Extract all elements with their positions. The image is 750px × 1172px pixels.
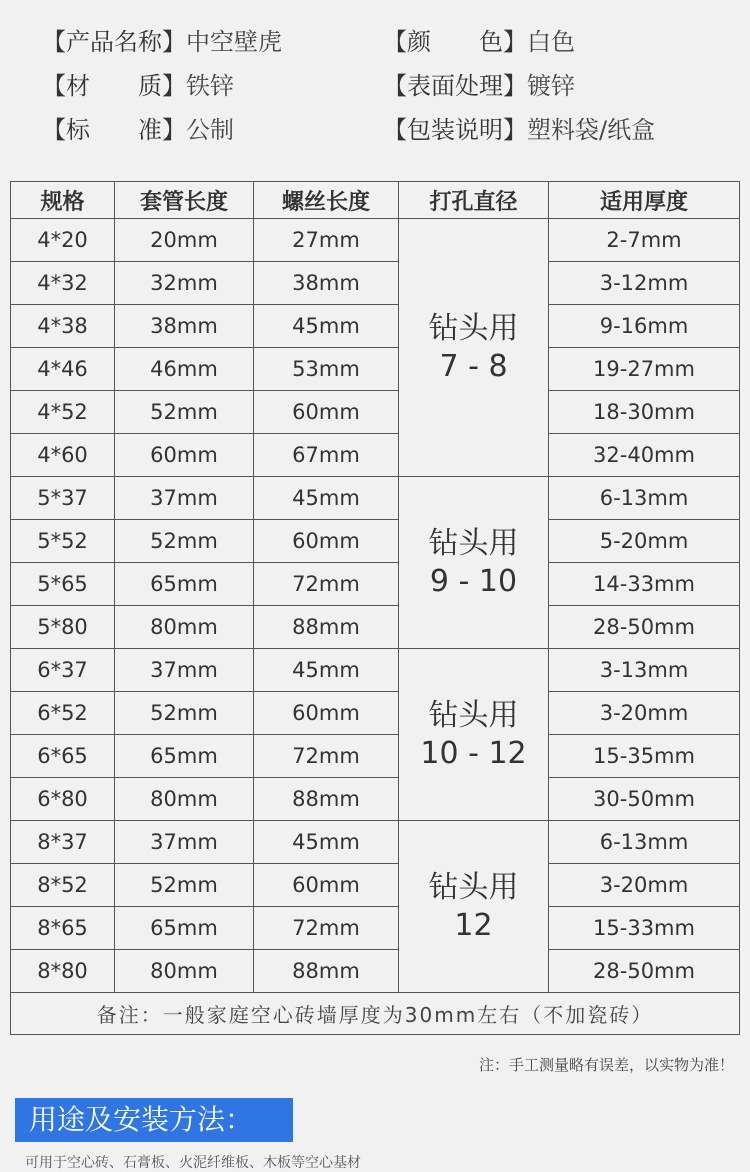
screw-length-cell: 72mm	[254, 907, 399, 950]
spec-cell: 5*37	[11, 477, 115, 520]
sleeve-length-cell: 37mm	[115, 649, 254, 692]
table-row	[11, 735, 740, 778]
info-key: 【包装说明】	[383, 116, 527, 144]
table-row	[11, 563, 740, 606]
spec-cell: 4*52	[11, 391, 115, 434]
spec-cell: 8*80	[11, 950, 115, 993]
thickness-cell: 3-20mm	[549, 864, 740, 907]
info-item	[42, 22, 282, 62]
thickness-cell: 15-33mm	[549, 907, 740, 950]
table-row	[11, 821, 740, 864]
thickness-cell: 19-27mm	[549, 348, 740, 391]
spec-cell: 4*38	[11, 305, 115, 348]
drill-line: 钻头用	[428, 869, 519, 905]
spec-cell: 8*37	[11, 821, 115, 864]
thickness-cell: 5-20mm	[549, 520, 740, 563]
sleeve-length-cell: 20mm	[115, 219, 254, 262]
table-row	[11, 520, 740, 563]
screw-length-cell: 60mm	[254, 520, 399, 563]
screw-length-cell: 88mm	[254, 606, 399, 649]
drill-diameter-cell	[399, 649, 549, 821]
sleeve-length-cell: 65mm	[115, 563, 254, 606]
product-info	[0, 0, 750, 165]
sleeve-length-cell: 52mm	[115, 692, 254, 735]
screw-length-cell: 45mm	[254, 821, 399, 864]
table-row	[11, 305, 740, 348]
thickness-cell: 9-16mm	[549, 305, 740, 348]
table-row	[11, 864, 740, 907]
sleeve-length-cell: 32mm	[115, 262, 254, 305]
drill-line: 钻头用	[428, 697, 519, 733]
sleeve-length-cell: 52mm	[115, 864, 254, 907]
screw-length-cell: 45mm	[254, 649, 399, 692]
drill-line: 10 - 12	[420, 735, 527, 771]
sleeve-length-cell: 37mm	[115, 477, 254, 520]
spec-cell: 5*52	[11, 520, 115, 563]
spec-cell: 6*65	[11, 735, 115, 778]
screw-length-cell: 60mm	[254, 864, 399, 907]
sleeve-length-cell: 65mm	[115, 907, 254, 950]
spec-cell: 5*65	[11, 563, 115, 606]
table-row	[11, 348, 740, 391]
info-value: 中空壁虎	[186, 28, 282, 56]
info-item	[42, 66, 234, 106]
spec-cell: 5*80	[11, 606, 115, 649]
spec-cell: 4*46	[11, 348, 115, 391]
thickness-cell: 3-20mm	[549, 692, 740, 735]
info-value: 公制	[186, 116, 234, 144]
screw-length-cell: 67mm	[254, 434, 399, 477]
info-value: 塑料袋/纸盒	[527, 116, 656, 144]
screw-length-cell: 38mm	[254, 262, 399, 305]
note-cell: 备注：一般家庭空心砖墙厚度为30mm左右（不加瓷砖）	[11, 993, 740, 1035]
spec-cell: 6*80	[11, 778, 115, 821]
table-row	[11, 907, 740, 950]
screw-length-cell: 60mm	[254, 391, 399, 434]
table-row	[11, 262, 740, 305]
info-value: 铁锌	[186, 72, 234, 100]
thickness-cell: 28-50mm	[549, 606, 740, 649]
info-key: 【产品名称】	[42, 28, 186, 56]
info-key: 【颜 色】	[383, 28, 527, 56]
drill-line: 12	[454, 907, 493, 943]
table-row	[11, 434, 740, 477]
sleeve-length-cell: 80mm	[115, 950, 254, 993]
thickness-cell: 30-50mm	[549, 778, 740, 821]
info-row	[0, 22, 750, 62]
sleeve-length-cell: 65mm	[115, 735, 254, 778]
thickness-cell: 18-30mm	[549, 391, 740, 434]
thickness-cell: 6-13mm	[549, 821, 740, 864]
screw-length-cell: 88mm	[254, 950, 399, 993]
drill-diameter-cell	[399, 219, 549, 477]
thickness-cell: 15-35mm	[549, 735, 740, 778]
drill-line: 钻头用	[428, 310, 519, 346]
thickness-cell: 3-13mm	[549, 649, 740, 692]
spec-table	[10, 181, 740, 1035]
drill-line: 9 - 10	[429, 563, 518, 599]
usage-description: 可用于空心砖、石膏板、火泥纤维板、木板等空心基材	[25, 1155, 361, 1171]
table-row	[11, 950, 740, 993]
column-header: 打孔直径	[399, 182, 549, 219]
drill-line: 7 - 8	[439, 348, 508, 384]
screw-length-cell: 53mm	[254, 348, 399, 391]
sleeve-length-cell: 52mm	[115, 391, 254, 434]
info-item	[383, 66, 575, 106]
note-row	[11, 993, 740, 1035]
thickness-cell: 3-12mm	[549, 262, 740, 305]
screw-length-cell: 72mm	[254, 563, 399, 606]
table-row	[11, 477, 740, 520]
screw-length-cell: 72mm	[254, 735, 399, 778]
sleeve-length-cell: 60mm	[115, 434, 254, 477]
info-row	[0, 110, 750, 150]
info-item	[42, 110, 234, 150]
info-key: 【表面处理】	[383, 72, 527, 100]
drill-line: 钻头用	[428, 525, 519, 561]
spec-cell: 4*20	[11, 219, 115, 262]
table-row	[11, 219, 740, 262]
sleeve-length-cell: 38mm	[115, 305, 254, 348]
table-row	[11, 606, 740, 649]
sleeve-length-cell: 37mm	[115, 821, 254, 864]
screw-length-cell: 27mm	[254, 219, 399, 262]
info-value: 白色	[527, 28, 575, 56]
info-item	[383, 22, 575, 62]
thickness-cell: 6-13mm	[549, 477, 740, 520]
screw-length-cell: 60mm	[254, 692, 399, 735]
sleeve-length-cell: 52mm	[115, 520, 254, 563]
column-header: 规格	[11, 182, 115, 219]
column-header: 套管长度	[115, 182, 254, 219]
table-row	[11, 692, 740, 735]
table-row	[11, 778, 740, 821]
usage-section-title: 用途及安装方法：	[15, 1098, 293, 1142]
sleeve-length-cell: 46mm	[115, 348, 254, 391]
drill-diameter-cell	[399, 821, 549, 993]
info-key: 【标 准】	[42, 116, 186, 144]
column-header: 适用厚度	[549, 182, 740, 219]
screw-length-cell: 45mm	[254, 477, 399, 520]
spec-cell: 6*37	[11, 649, 115, 692]
header-row	[11, 182, 740, 219]
spec-cell: 4*32	[11, 262, 115, 305]
screw-length-cell: 45mm	[254, 305, 399, 348]
table-row	[11, 649, 740, 692]
info-item	[383, 110, 655, 150]
thickness-cell: 14-33mm	[549, 563, 740, 606]
disclaimer: 注：手工测量略有误差，以实物为准！	[478, 1056, 734, 1074]
sleeve-length-cell: 80mm	[115, 778, 254, 821]
drill-diameter-cell	[399, 477, 549, 649]
thickness-cell: 28-50mm	[549, 950, 740, 993]
spec-cell: 6*52	[11, 692, 115, 735]
spec-cell: 4*60	[11, 434, 115, 477]
info-row	[0, 66, 750, 106]
info-key: 【材 质】	[42, 72, 186, 100]
thickness-cell: 32-40mm	[549, 434, 740, 477]
spec-cell: 8*65	[11, 907, 115, 950]
spec-cell: 8*52	[11, 864, 115, 907]
sleeve-length-cell: 80mm	[115, 606, 254, 649]
info-value: 镀锌	[527, 72, 575, 100]
table-row	[11, 391, 740, 434]
column-header: 螺丝长度	[254, 182, 399, 219]
screw-length-cell: 88mm	[254, 778, 399, 821]
thickness-cell: 2-7mm	[549, 219, 740, 262]
